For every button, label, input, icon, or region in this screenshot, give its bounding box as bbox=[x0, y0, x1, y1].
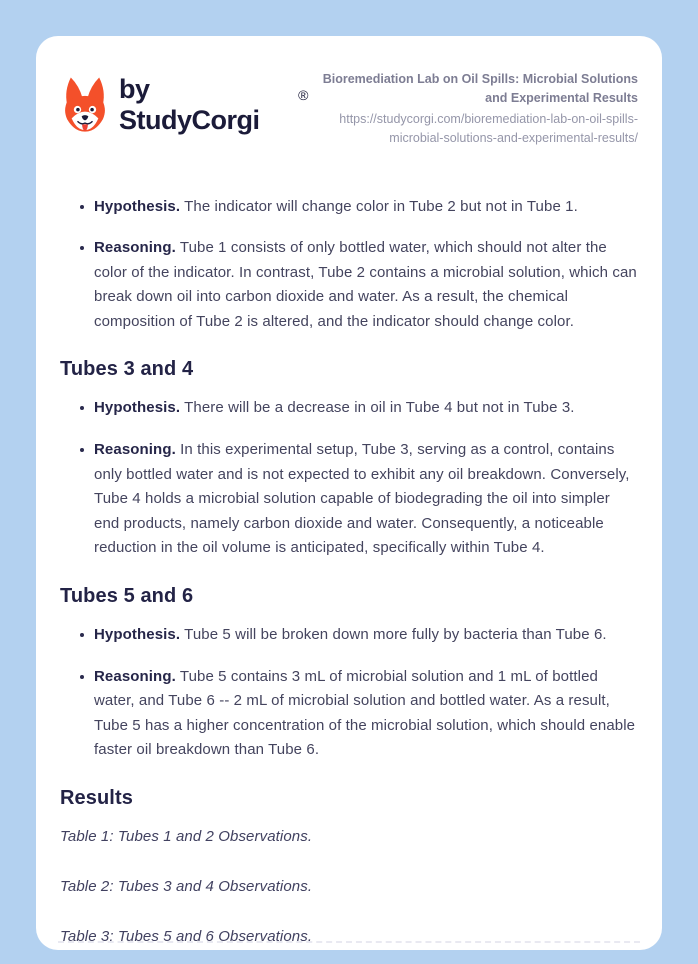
page-title: Bioremediation Lab on Oil Spills: Microbial Solutions and Experimental Results bbox=[322, 72, 638, 106]
table-caption-3: Table 3: Tubes 5 and 6 Observations. bbox=[60, 928, 313, 945]
table-caption-2: Table 2: Tubes 3 and 4 Observations. bbox=[60, 878, 313, 895]
bullet-list-tubes-3-4 bbox=[60, 396, 638, 561]
reasoning-label: Reasoning. bbox=[94, 667, 176, 685]
list-item-hypothesis bbox=[60, 623, 638, 648]
corgi-logo-icon bbox=[60, 75, 110, 135]
bullet-list-tubes-5-6 bbox=[60, 623, 638, 763]
section-heading-tubes-5-6: Tubes 5 and 6 bbox=[60, 585, 194, 608]
registered-mark: ® bbox=[298, 87, 309, 103]
reasoning-text: Tube 1 consists of only bottled water, which should not alter the color of the indicator. In contrast, Tube 2 contains a microbial solution, which can break down oil into carbon dioxide and water. As a result, the chemical composition of Tube 2 is altered, and the indicator should change color. bbox=[94, 239, 637, 330]
list-item-hypothesis bbox=[60, 195, 638, 220]
list-item-reasoning bbox=[60, 665, 638, 763]
reasoning-label: Reasoning. bbox=[94, 441, 176, 459]
hypothesis-label: Hypothesis. bbox=[94, 197, 181, 215]
reasoning-text: Tube 5 contains 3 mL of microbial solution and 1 mL of bottled water, and Tube 6 -- 2 mL of microbial solution and bottled water. As a result, Tube 5 has a higher concentration of the microbial solution, which should enable faster oil breakdown than Tube 6. bbox=[94, 667, 636, 759]
clipped-table-edge bbox=[58, 941, 640, 943]
brand-wordmark: by StudyCorgi bbox=[119, 74, 260, 135]
hypothesis-text: The indicator will change color in Tube 2 but not in Tube 1. bbox=[184, 197, 578, 215]
hypothesis-label: Hypothesis. bbox=[94, 399, 181, 417]
document-card bbox=[36, 36, 662, 950]
source-url[interactable]: https://studycorgi.com/bioremediation-lab-on-oil-spills-microbial-solutions-and-experimental-results/ bbox=[339, 111, 638, 146]
reasoning-text: In this experimental setup, Tube 3, serving as a control, contains only bottled water and is not expected to exhibit any oil breakdown. Conversely, Tube 4 holds a microbial solution capable of biodegrading the oil into simpler end products, namely carbon dioxide and water. Consequently, a noticeable reduction in the oil volume is anticipated, specifically within Tube 4. bbox=[94, 441, 630, 557]
list-item-reasoning bbox=[60, 438, 638, 561]
list-item-hypothesis bbox=[60, 396, 638, 421]
section-heading-results: Results bbox=[60, 787, 133, 809]
page-header bbox=[60, 70, 638, 149]
brand-logo bbox=[60, 74, 308, 136]
list-item-reasoning bbox=[60, 236, 638, 334]
bullet-list-tubes-1-2 bbox=[60, 195, 638, 335]
hypothesis-text: There will be a decrease in oil in Tube 4 but not in Tube 3. bbox=[184, 399, 575, 417]
reasoning-label: Reasoning. bbox=[94, 239, 176, 257]
table-caption-1: Table 1: Tubes 1 and 2 Observations. bbox=[60, 828, 313, 845]
section-heading-tubes-3-4: Tubes 3 and 4 bbox=[60, 358, 194, 381]
document-body bbox=[60, 195, 638, 950]
hypothesis-text: Tube 5 will be broken down more fully by bacteria than Tube 6. bbox=[184, 626, 607, 644]
hypothesis-label: Hypothesis. bbox=[94, 626, 181, 644]
header-meta bbox=[308, 70, 638, 149]
